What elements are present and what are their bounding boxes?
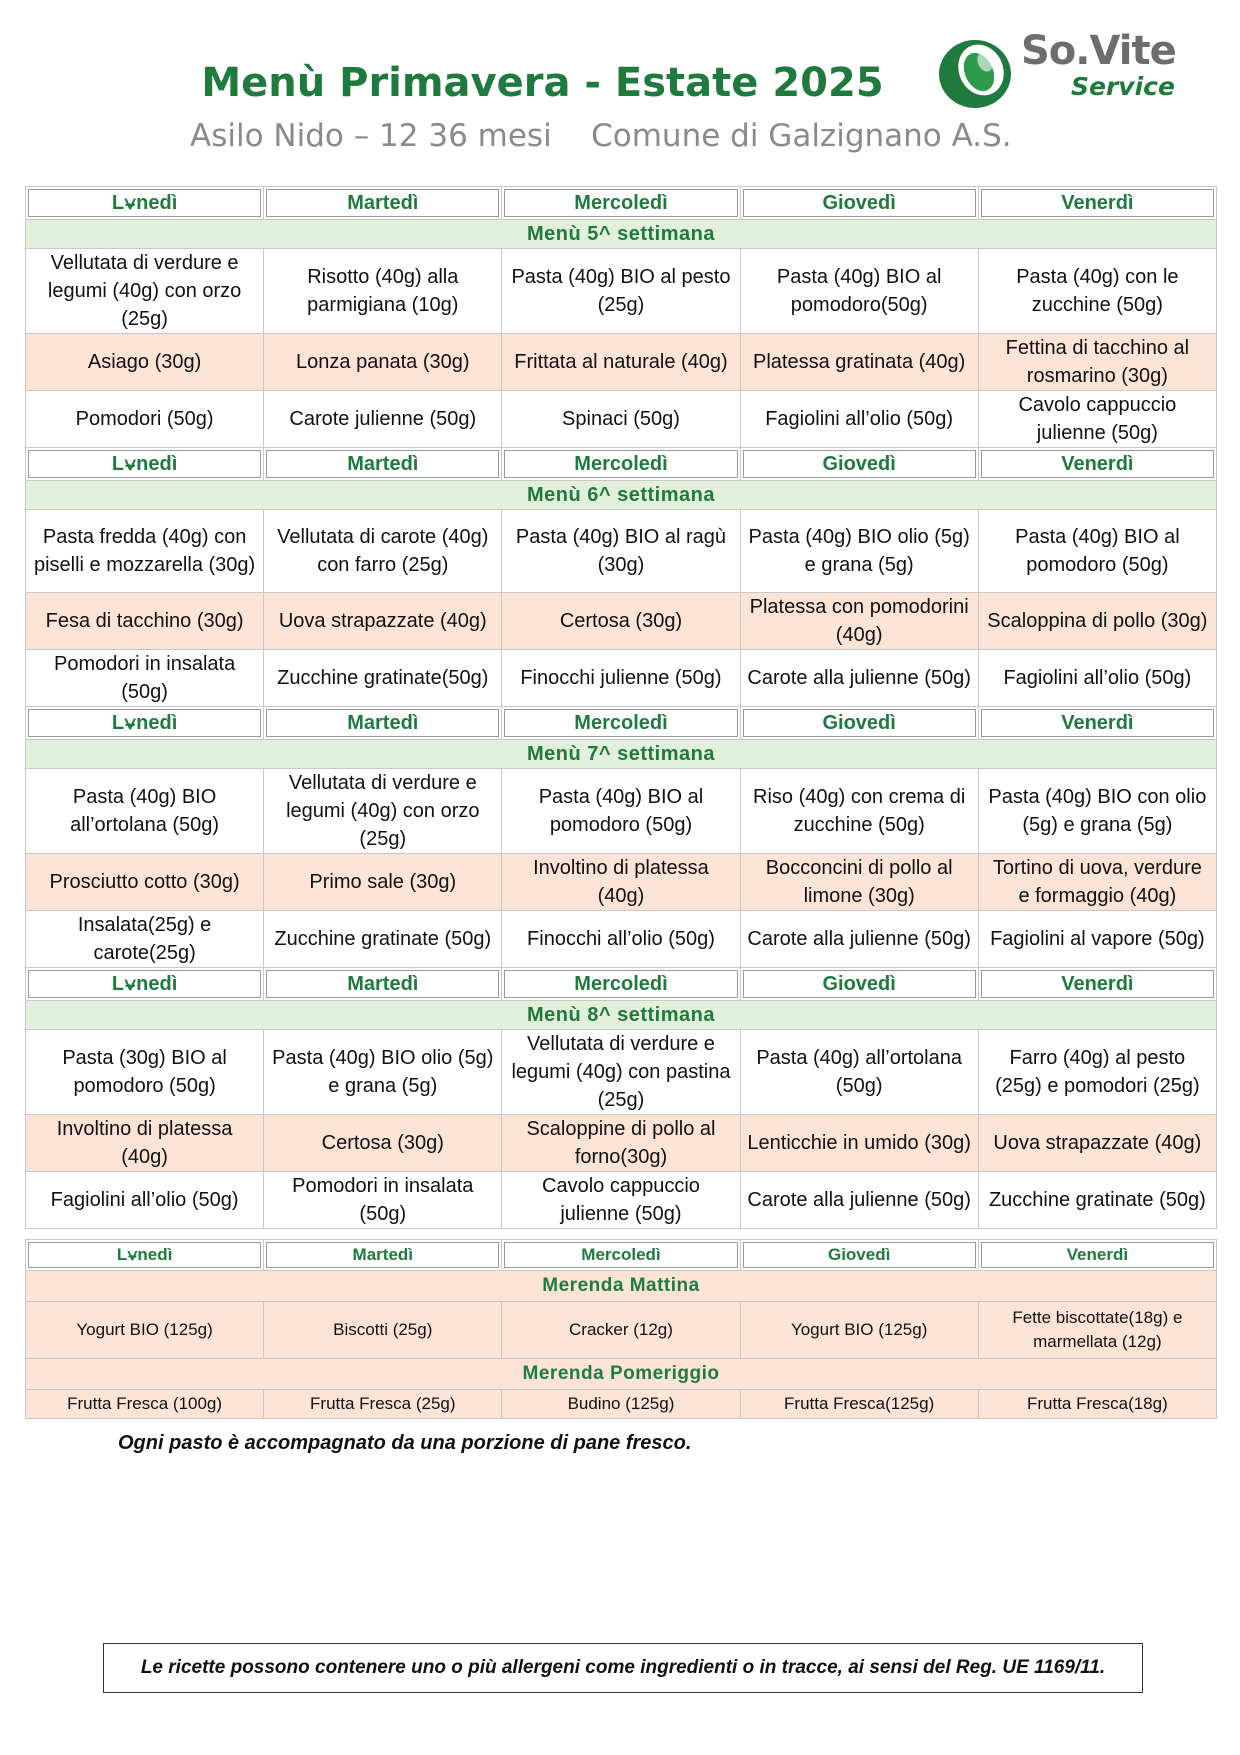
day-header-tuesday: Martedì <box>266 450 499 478</box>
day-header-wednesday: Mercoledì <box>504 189 737 217</box>
afternoon-snack-row <box>26 1390 1217 1419</box>
menu-cell: Frutta Fresca (100g) <box>26 1390 264 1419</box>
day-header-friday: Venerdì <box>981 709 1214 737</box>
menu-cell: Finocchi all’olio (50g) <box>502 911 740 968</box>
menu-cell: Involtino di platessa (40g) <box>26 1115 264 1172</box>
morning-snack-row <box>26 1302 1217 1359</box>
menu-cell: Platessa gratinata (40g) <box>740 334 978 391</box>
menu-cell: Scaloppine di pollo al forno(30g) <box>502 1115 740 1172</box>
menu-cell: Insalata(25g) e carote(25g) <box>26 911 264 968</box>
menu-cell: Vellutata di verdure e legumi (40g) con pastina (25g) <box>502 1030 740 1115</box>
week-label: Menù 8^ settimana <box>26 1001 1217 1030</box>
first-course-row <box>26 510 1217 593</box>
menu-cell: Lenticchie in umido (30g) <box>740 1115 978 1172</box>
menu-cell: Frutta Fresca (25g) <box>264 1390 502 1419</box>
menu-cell: Yogurt BIO (125g) <box>26 1302 264 1359</box>
menu-cell: Pasta (40g) BIO all’ortolana (50g) <box>26 769 264 854</box>
side-dish-row <box>26 391 1217 448</box>
menu-cell: Fesa di tacchino (30g) <box>26 593 264 650</box>
menu-cell: Pasta (40g) BIO al ragù (30g) <box>502 510 740 593</box>
menu-cell: Tortino di uova, verdure e formaggio (40g) <box>978 854 1216 911</box>
day-header-wednesday: Mercoledì <box>504 1242 737 1268</box>
menu-cell: Yogurt BIO (125g) <box>740 1302 978 1359</box>
week-label: Menù 7^ settimana <box>26 740 1217 769</box>
menu-cell: Lonza panata (30g) <box>264 334 502 391</box>
menu-cell: Finocchi julienne (50g) <box>502 650 740 707</box>
subtitle-school: Asilo Nido – 12 36 mesi <box>190 118 552 154</box>
day-header-tuesday: Martedì <box>266 189 499 217</box>
day-header-thursday: Giovedì <box>743 709 976 737</box>
sovite-logo-icon <box>935 32 1017 112</box>
menu-cell: Asiago (30g) <box>26 334 264 391</box>
week-label: Menù 5^ settimana <box>26 220 1217 249</box>
day-header-row <box>26 187 1217 220</box>
menu-cell: Carote alla julienne (50g) <box>740 911 978 968</box>
day-header-friday: Venerdì <box>981 450 1214 478</box>
menu-cell: Pasta (40g) BIO olio (5g) e grana (5g) <box>264 1030 502 1115</box>
menu-cell: Pasta (40g) BIO olio (5g) e grana (5g) <box>740 510 978 593</box>
second-course-row <box>26 334 1217 391</box>
side-dish-row <box>26 911 1217 968</box>
menu-cell: Pomodori in insalata (50g) <box>26 650 264 707</box>
first-course-row <box>26 249 1217 334</box>
menu-cell: Carote julienne (50g) <box>264 391 502 448</box>
week-label: Menù 6^ settimana <box>26 481 1217 510</box>
logo-brand-text: So.Vite <box>1021 28 1176 74</box>
menu-cell: Fette biscottate(18g) e marmellata (12g) <box>978 1302 1216 1359</box>
menu-cell: Carote alla julienne (50g) <box>740 1172 978 1229</box>
day-header-thursday: Giovedì <box>743 189 976 217</box>
day-header-wednesday: Mercoledì <box>504 970 737 998</box>
menu-cell: Involtino di platessa (40g) <box>502 854 740 911</box>
first-course-row <box>26 1030 1217 1115</box>
day-header-monday: L⍱nedì <box>28 1242 261 1268</box>
menu-cell: Vellutata di carote (40g) con farro (25g) <box>264 510 502 593</box>
snack-day-header-row <box>26 1240 1217 1271</box>
first-course-row <box>26 769 1217 854</box>
menu-cell: Pasta fredda (40g) con piselli e mozzarella (30g) <box>26 510 264 593</box>
second-course-row <box>26 593 1217 650</box>
menu-cell: Spinaci (50g) <box>502 391 740 448</box>
menu-cell: Frutta Fresca(125g) <box>740 1390 978 1419</box>
weekly-menu-table <box>25 186 1217 1229</box>
snack-table <box>25 1239 1217 1419</box>
menu-cell: Certosa (30g) <box>502 593 740 650</box>
day-header-tuesday: Martedì <box>266 1242 499 1268</box>
menu-cell: Pasta (40g) BIO al pesto (25g) <box>502 249 740 334</box>
day-header-row <box>26 707 1217 740</box>
morning-snack-label: Merenda Mattina <box>26 1271 1217 1302</box>
menu-cell: Pasta (40g) BIO al pomodoro (50g) <box>502 769 740 854</box>
menu-cell: Pasta (30g) BIO al pomodoro (50g) <box>26 1030 264 1115</box>
page-subtitle <box>190 118 1012 154</box>
menu-cell: Biscotti (25g) <box>264 1302 502 1359</box>
day-header-tuesday: Martedì <box>266 970 499 998</box>
menu-cell: Carote alla julienne (50g) <box>740 650 978 707</box>
day-header-thursday: Giovedì <box>743 1242 976 1268</box>
menu-cell: Prosciutto cotto (30g) <box>26 854 264 911</box>
day-header-monday: L⍱nedì <box>28 189 261 217</box>
day-header-monday: L⍱nedì <box>28 970 261 998</box>
menu-cell: Zucchine gratinate (50g) <box>978 1172 1216 1229</box>
menu-cell: Fagiolini all’olio (50g) <box>978 650 1216 707</box>
menu-cell: Scaloppina di pollo (30g) <box>978 593 1216 650</box>
day-header-row <box>26 448 1217 481</box>
menu-cell: Uova strapazzate (40g) <box>264 593 502 650</box>
day-header-wednesday: Mercoledì <box>504 709 737 737</box>
day-header-monday: L⍱nedì <box>28 709 261 737</box>
menu-cell: Farro (40g) al pesto (25g) e pomodori (25g) <box>978 1030 1216 1115</box>
company-logo <box>935 28 1195 118</box>
menu-cell: Vellutata di verdure e legumi (40g) con orzo (25g) <box>264 769 502 854</box>
menu-cell: Frutta Fresca(18g) <box>978 1390 1216 1419</box>
menu-cell: Budino (125g) <box>502 1390 740 1419</box>
menu-cell: Pasta (40g) con le zucchine (50g) <box>978 249 1216 334</box>
menu-cell: Vellutata di verdure e legumi (40g) con orzo (25g) <box>26 249 264 334</box>
day-header-friday: Venerdì <box>981 189 1214 217</box>
menu-cell: Zucchine gratinate (50g) <box>264 911 502 968</box>
menu-cell: Fagiolini al vapore (50g) <box>978 911 1216 968</box>
subtitle-municipality: Comune di Galzignano A.S. <box>591 118 1012 154</box>
day-header-row <box>26 968 1217 1001</box>
page-title: Menù Primavera - Estate 2025 <box>201 60 884 106</box>
afternoon-snack-label: Merenda Pomeriggio <box>26 1359 1217 1390</box>
day-header-thursday: Giovedì <box>743 970 976 998</box>
menu-cell: Uova strapazzate (40g) <box>978 1115 1216 1172</box>
second-course-row <box>26 1115 1217 1172</box>
menu-cell: Frittata al naturale (40g) <box>502 334 740 391</box>
menu-cell: Platessa con pomodorini (40g) <box>740 593 978 650</box>
day-header-friday: Venerdì <box>981 970 1214 998</box>
menu-cell: Pasta (40g) BIO al pomodoro (50g) <box>978 510 1216 593</box>
menu-cell: Primo sale (30g) <box>264 854 502 911</box>
menu-cell: Cavolo cappuccio julienne (50g) <box>978 391 1216 448</box>
menu-cell: Pasta (40g) all’ortolana (50g) <box>740 1030 978 1115</box>
second-course-row <box>26 854 1217 911</box>
menu-cell: Fagiolini all’olio (50g) <box>740 391 978 448</box>
menu-cell: Fagiolini all’olio (50g) <box>26 1172 264 1229</box>
day-header-wednesday: Mercoledì <box>504 450 737 478</box>
side-dish-row <box>26 650 1217 707</box>
allergen-disclaimer: Le ricette possono contenere uno o più allergeni come ingredienti o in tracce, ai sensi del Reg. UE 1169/11. <box>103 1643 1143 1693</box>
menu-cell: Pasta (40g) BIO con olio (5g) e grana (5g) <box>978 769 1216 854</box>
day-header-friday: Venerdì <box>981 1242 1214 1268</box>
menu-cell: Pasta (40g) BIO al pomodoro(50g) <box>740 249 978 334</box>
logo-service-text: Service <box>1071 72 1175 101</box>
menu-cell: Risotto (40g) alla parmigiana (10g) <box>264 249 502 334</box>
menu-cell: Pomodori (50g) <box>26 391 264 448</box>
menu-cell: Fettina di tacchino al rosmarino (30g) <box>978 334 1216 391</box>
day-header-monday: L⍱nedì <box>28 450 261 478</box>
menu-cell: Zucchine gratinate(50g) <box>264 650 502 707</box>
bread-note: Ogni pasto è accompagnato da una porzione di pane fresco. <box>118 1432 692 1454</box>
menu-cell: Bocconcini di pollo al limone (30g) <box>740 854 978 911</box>
side-dish-row <box>26 1172 1217 1229</box>
menu-cell: Cavolo cappuccio julienne (50g) <box>502 1172 740 1229</box>
day-header-thursday: Giovedì <box>743 450 976 478</box>
day-header-tuesday: Martedì <box>266 709 499 737</box>
menu-cell: Riso (40g) con crema di zucchine (50g) <box>740 769 978 854</box>
menu-cell: Cracker (12g) <box>502 1302 740 1359</box>
menu-cell: Pomodori in insalata (50g) <box>264 1172 502 1229</box>
menu-cell: Certosa (30g) <box>264 1115 502 1172</box>
